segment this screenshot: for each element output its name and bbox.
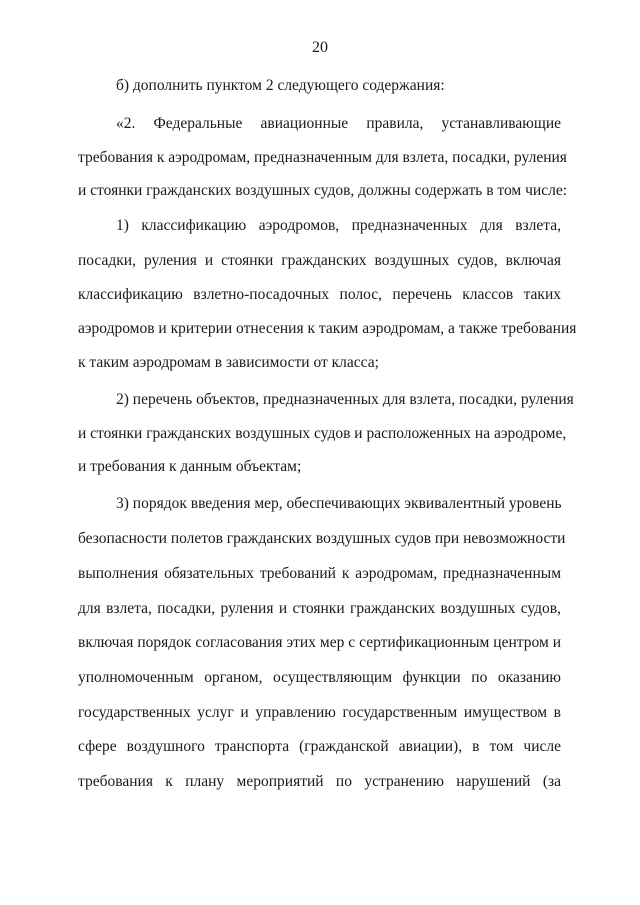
text-line: сфере воздушного транспорта (гражданской авиации), в том числе [78,738,561,755]
text-line: безопасности полетов гражданских воздушных судов при невозможности [78,530,566,547]
text-line: «2. Федеральные авиационные правила, устанавливающие [116,115,561,132]
text-line: государственных услуг и управлению государственным имуществом в [78,704,561,721]
page-number: 20 [312,39,328,56]
text-line: требования к аэродромам, предназначенным для взлета, посадки, руления [78,149,567,166]
text-line: и требования к данным объектам; [78,458,302,475]
text-line: для взлета, посадки, руления и стоянки гражданских воздушных судов, [78,600,561,617]
text-line: уполномоченным органом, осуществляющим функции по оказанию [78,669,561,686]
text-line: посадки, руления и стоянки гражданских воздушных судов, включая [78,252,561,269]
text-line: аэродромов и критерии отнесения к таким аэродромам, а также требования [78,320,577,337]
text-line: и стоянки гражданских воздушных судов и расположенных на аэродроме, [78,425,567,442]
text-line: требования к плану мероприятий по устранению нарушений (за [78,773,561,790]
text-line: 3) порядок введения мер, обеспечивающих эквивалентный уровень [116,495,562,512]
text-line: к таким аэродромам в зависимости от класса; [78,354,379,371]
text-line: 2) перечень объектов, предназначенных для взлета, посадки, руления [116,391,574,408]
text-line: классификацию взлетно-посадочных полос, перечень классов таких [78,286,561,303]
text-line: включая порядок согласования этих мер с сертификационным центром и [78,634,561,651]
text-line: выполнения обязательных требований к аэродромам, предназначенным [78,565,561,582]
text-line: 1) классификацию аэродромов, предназначенных для взлета, [116,217,561,234]
text-line: б) дополнить пунктом 2 следующего содержания: [116,77,445,94]
text-line: и стоянки гражданских воздушных судов, должны содержать в том числе: [78,182,568,199]
